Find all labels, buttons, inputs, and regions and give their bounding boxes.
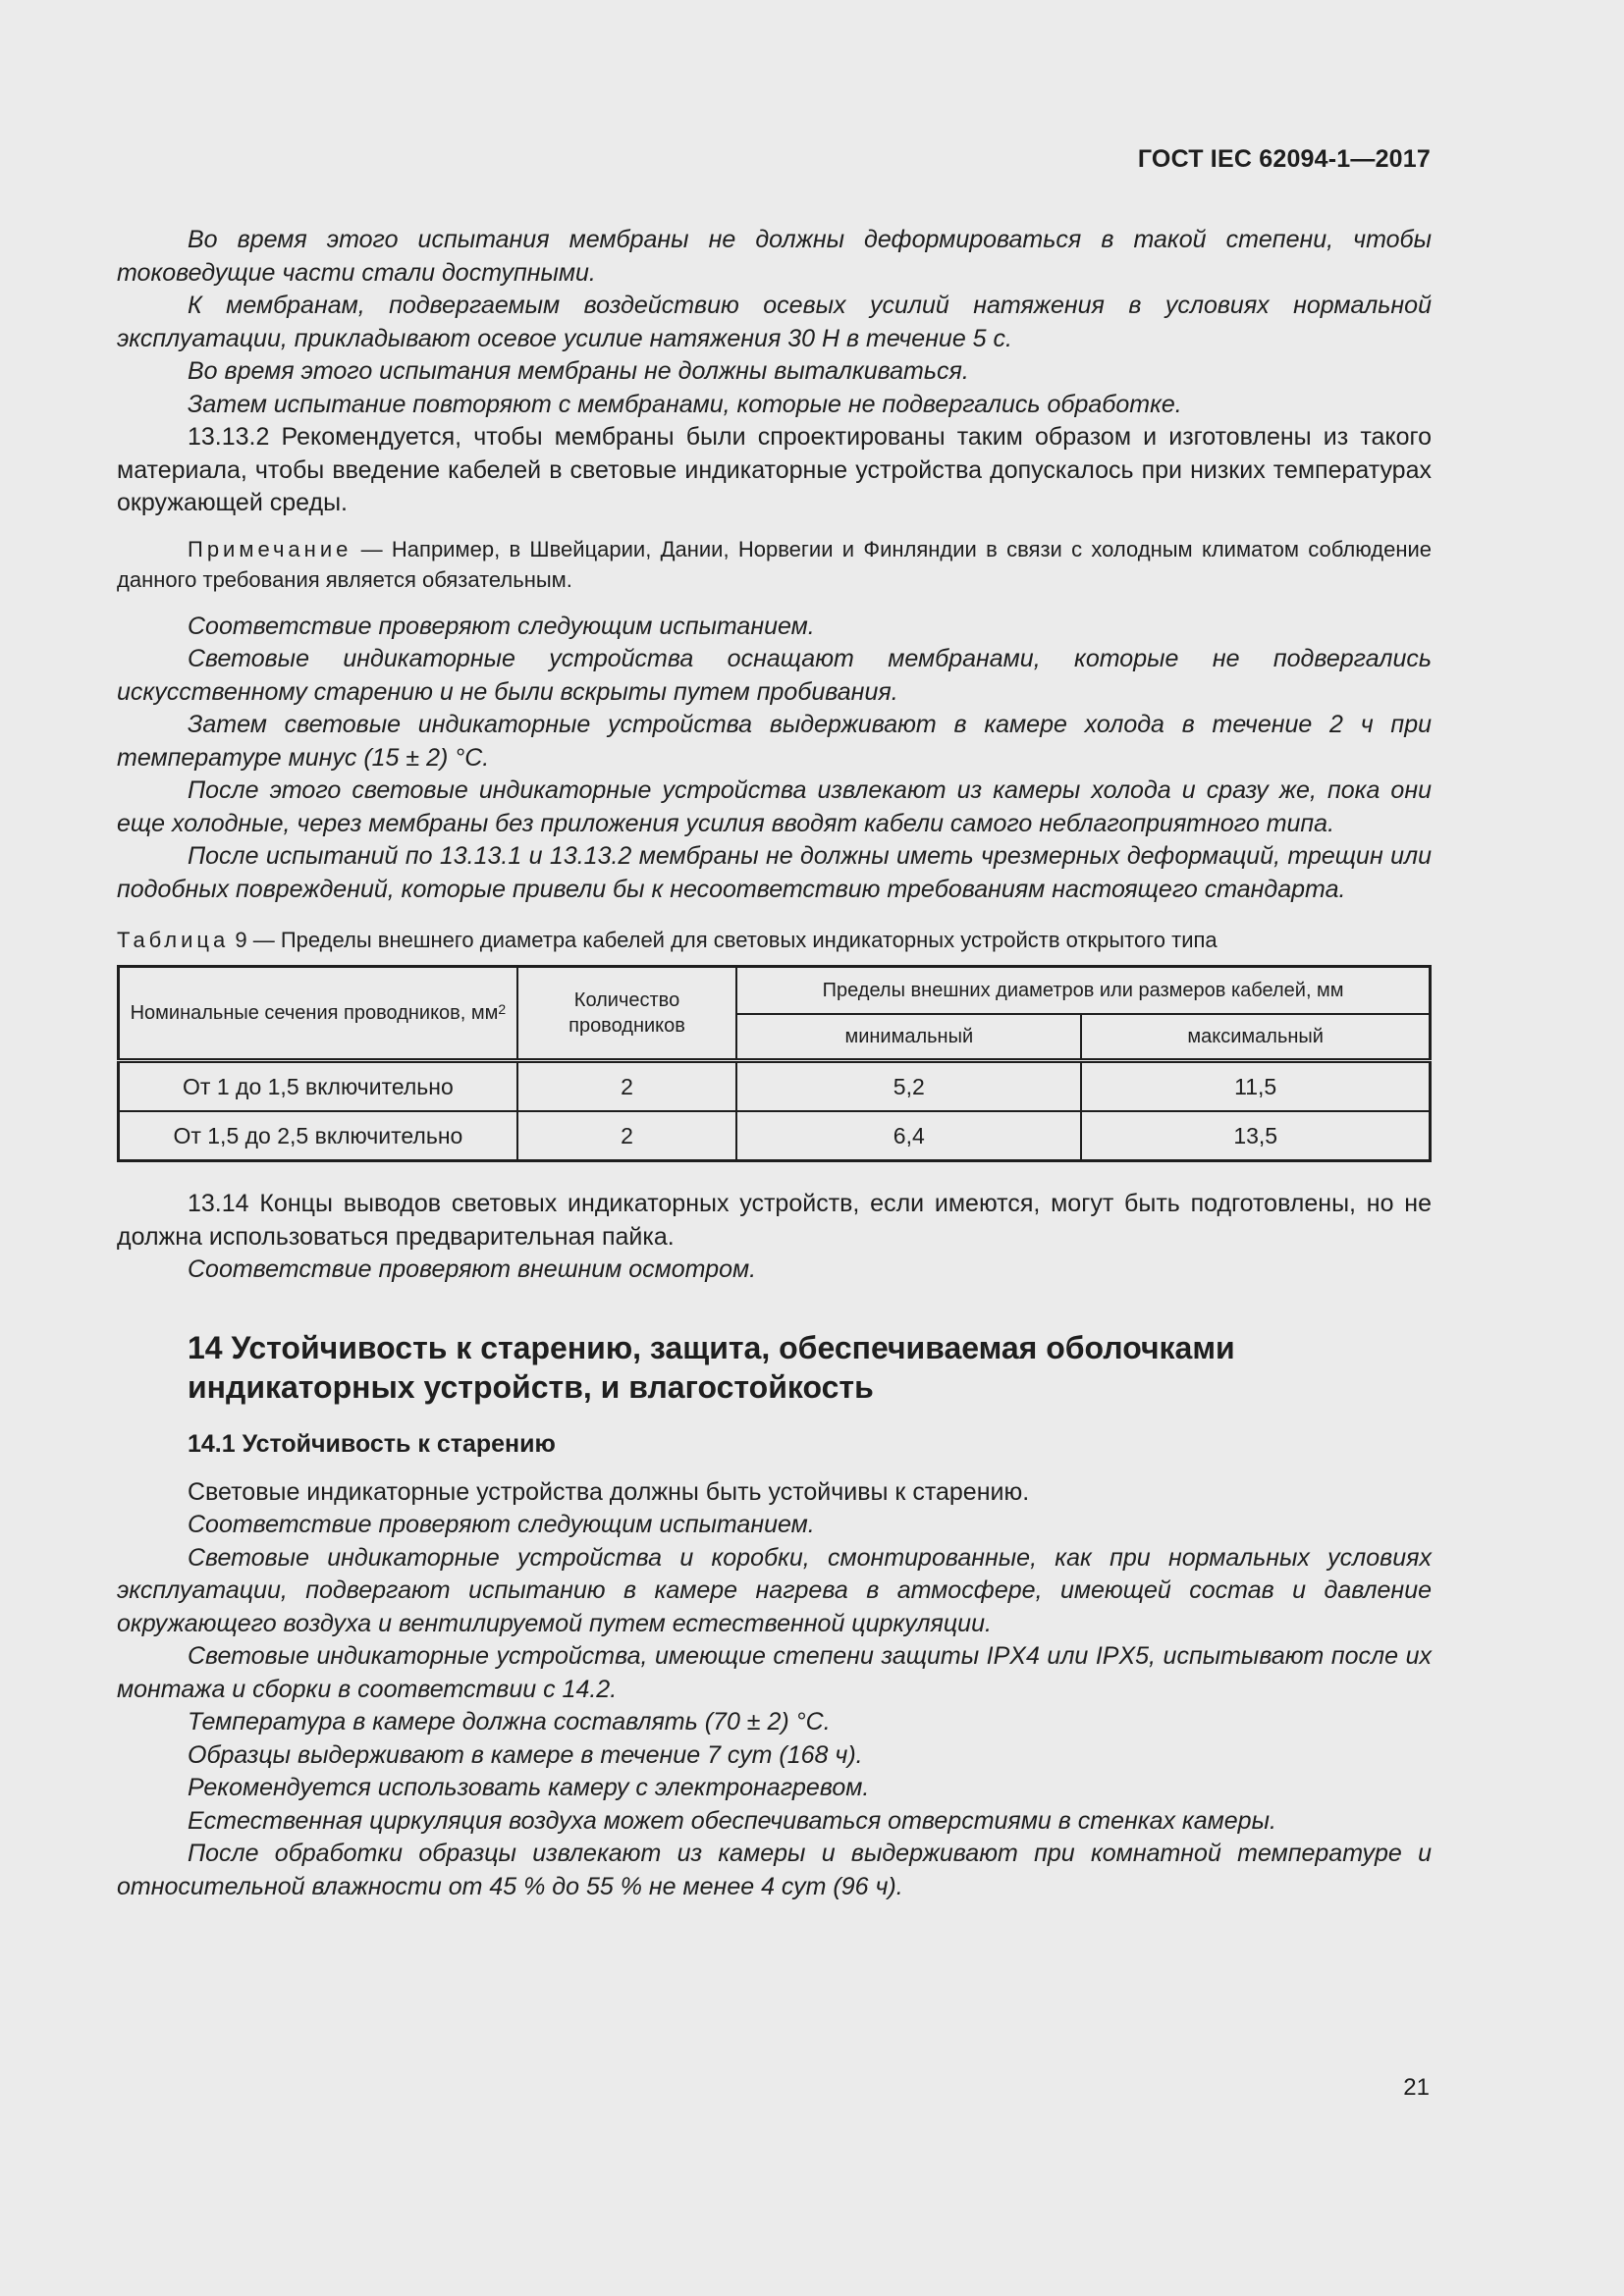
cell-count: 2 bbox=[517, 1111, 736, 1161]
document-body bbox=[117, 224, 1432, 1903]
cell-min: 5,2 bbox=[736, 1061, 1081, 1112]
standard-header: ГОСТ IEC 62094-1—2017 bbox=[1137, 145, 1431, 173]
cell-section: От 1,5 до 2,5 включительно bbox=[119, 1111, 517, 1161]
note bbox=[117, 534, 1432, 595]
paragraph: Световые индикаторные устройства, имеющие степени защиты IPX4 или IPX5, испытывают после их монтажа и сборки в соответствии с 14.2. bbox=[117, 1642, 1432, 1703]
section-14-title: 14 Устойчивость к старению, защита, обеспечиваемая оболочками индикаторных устройств, и влагостойкость bbox=[188, 1329, 1235, 1405]
cell-count: 2 bbox=[517, 1061, 736, 1112]
table-row bbox=[119, 1061, 1431, 1112]
cell-max: 13,5 bbox=[1081, 1111, 1430, 1161]
header-min: минимальный bbox=[736, 1014, 1081, 1061]
table-caption-text: — Пределы внешнего диаметра кабелей для световых индикаторных устройств открытого типа bbox=[246, 928, 1218, 952]
table-caption-label: Таблица bbox=[117, 928, 230, 952]
paragraph: Температура в камере должна составлять (70 ± 2) °С. bbox=[188, 1708, 831, 1735]
table-row bbox=[119, 1111, 1431, 1161]
paragraph: Образцы выдерживают в камере в течение 7 сут (168 ч). bbox=[188, 1740, 863, 1769]
paragraph-13-14: 13.14 Концы выводов световых индикаторных устройств, если имеются, могут быть подготовлены, но не должна использоваться предварительная пайка. bbox=[117, 1190, 1432, 1251]
paragraph: К мембранам, подвергаемым воздействию осевых усилий натяжения в условиях нормальной эксплуатации, прикладывают осевое усилие натяжения 30 Н в течение 5 с. bbox=[117, 292, 1432, 352]
paragraph: Соответствие проверяют следующим испытанием. bbox=[188, 1511, 815, 1538]
paragraph-13-13-2: 13.13.2 Рекомендуется, чтобы мембраны были спроектированы таким образом и изготовлены из такого материала, чтобы введение кабелей в световые индикаторные устройства допускалось при низких температурах окружающей среды. bbox=[117, 423, 1432, 516]
paragraph: Соответствие проверяют внешним осмотром. bbox=[188, 1255, 757, 1283]
header-sup: 2 bbox=[498, 1001, 507, 1017]
paragraph: После обработки образцы извлекают из камеры и выдерживают при комнатной температуре и относительной влажности от 45 % до 55 % не менее 4 сут (96 ч). bbox=[117, 1840, 1432, 1900]
cell-min: 6,4 bbox=[736, 1111, 1081, 1161]
subsection-14-1-title: 14.1 Устойчивость к старению bbox=[188, 1429, 556, 1458]
paragraph: Световые индикаторные устройства оснащают мембранами, которые не подвергались искусственному старению и не были вскрыты путем пробивания. bbox=[117, 645, 1432, 706]
after-table-block bbox=[117, 1188, 1432, 1287]
paragraph: Во время этого испытания мембраны не должны деформироваться в такой степени, чтобы токоведущие части стали доступными. bbox=[117, 226, 1432, 287]
paragraph: Во время этого испытания мембраны не должны выталкиваться. bbox=[188, 357, 969, 385]
paragraph: Световые индикаторные устройства должны быть устойчивы к старению. bbox=[188, 1477, 1030, 1506]
paragraph: Затем световые индикаторные устройства выдерживают в камере холода в течение 2 ч при температуре минус (15 ± 2) °С. bbox=[117, 711, 1432, 772]
cell-section: От 1 до 1,5 включительно bbox=[119, 1061, 517, 1112]
table-caption bbox=[117, 926, 1432, 955]
note-text: — Например, в Швейцарии, Дании, Норвегии и Финляндии в связи с холодным климатом соблюдение данного требования является обязательным. bbox=[117, 536, 1432, 592]
paragraph: Естественная циркуляция воздуха может обеспечиваться отверстиями в стенках камеры. bbox=[188, 1806, 1276, 1835]
page-number: 21 bbox=[1403, 2074, 1430, 2101]
cell-max: 11,5 bbox=[1081, 1061, 1430, 1112]
header-max: максимальный bbox=[1081, 1014, 1430, 1061]
paragraph: Соответствие проверяют следующим испытанием. bbox=[188, 612, 815, 640]
note-label: Примечание bbox=[188, 536, 352, 561]
header-conductor-section-text: Номинальные сечения проводников, мм bbox=[130, 1002, 499, 1024]
cable-diameter-table bbox=[117, 965, 1432, 1162]
paragraph: Затем испытание повторяют с мембранами, которые не подвергались обработке. bbox=[188, 390, 1182, 418]
table-caption-number: 9 bbox=[229, 928, 247, 952]
header-conductor-section bbox=[119, 967, 517, 1061]
header-diameter-limits: Пределы внешних диаметров или размеров кабелей, мм bbox=[736, 967, 1430, 1015]
header-conductor-count: Количество проводников bbox=[517, 967, 736, 1061]
paragraph: После испытаний по 13.13.1 и 13.13.2 мембраны не должны иметь чрезмерных деформаций, трещин или подобных повреждений, которые привели бы к несоответствию требованиям настоящего стандарта. bbox=[117, 842, 1432, 903]
paragraph: После этого световые индикаторные устройства извлекают из камеры холода и сразу же, пока они еще холодные, через мембраны без приложения усилия вводят кабели самого неблагоприятного типа. bbox=[117, 776, 1432, 837]
paragraph: Световые индикаторные устройства и коробки, смонтированные, как при нормальных условиях эксплуатации, подвергают испытанию в камере нагрева в атмосфере, имеющей состав и давление окружающего воздуха и вентилируемой путем естественной циркуляции. bbox=[117, 1543, 1432, 1637]
paragraph: Рекомендуется использовать камеру с электронагревом. bbox=[188, 1774, 870, 1801]
